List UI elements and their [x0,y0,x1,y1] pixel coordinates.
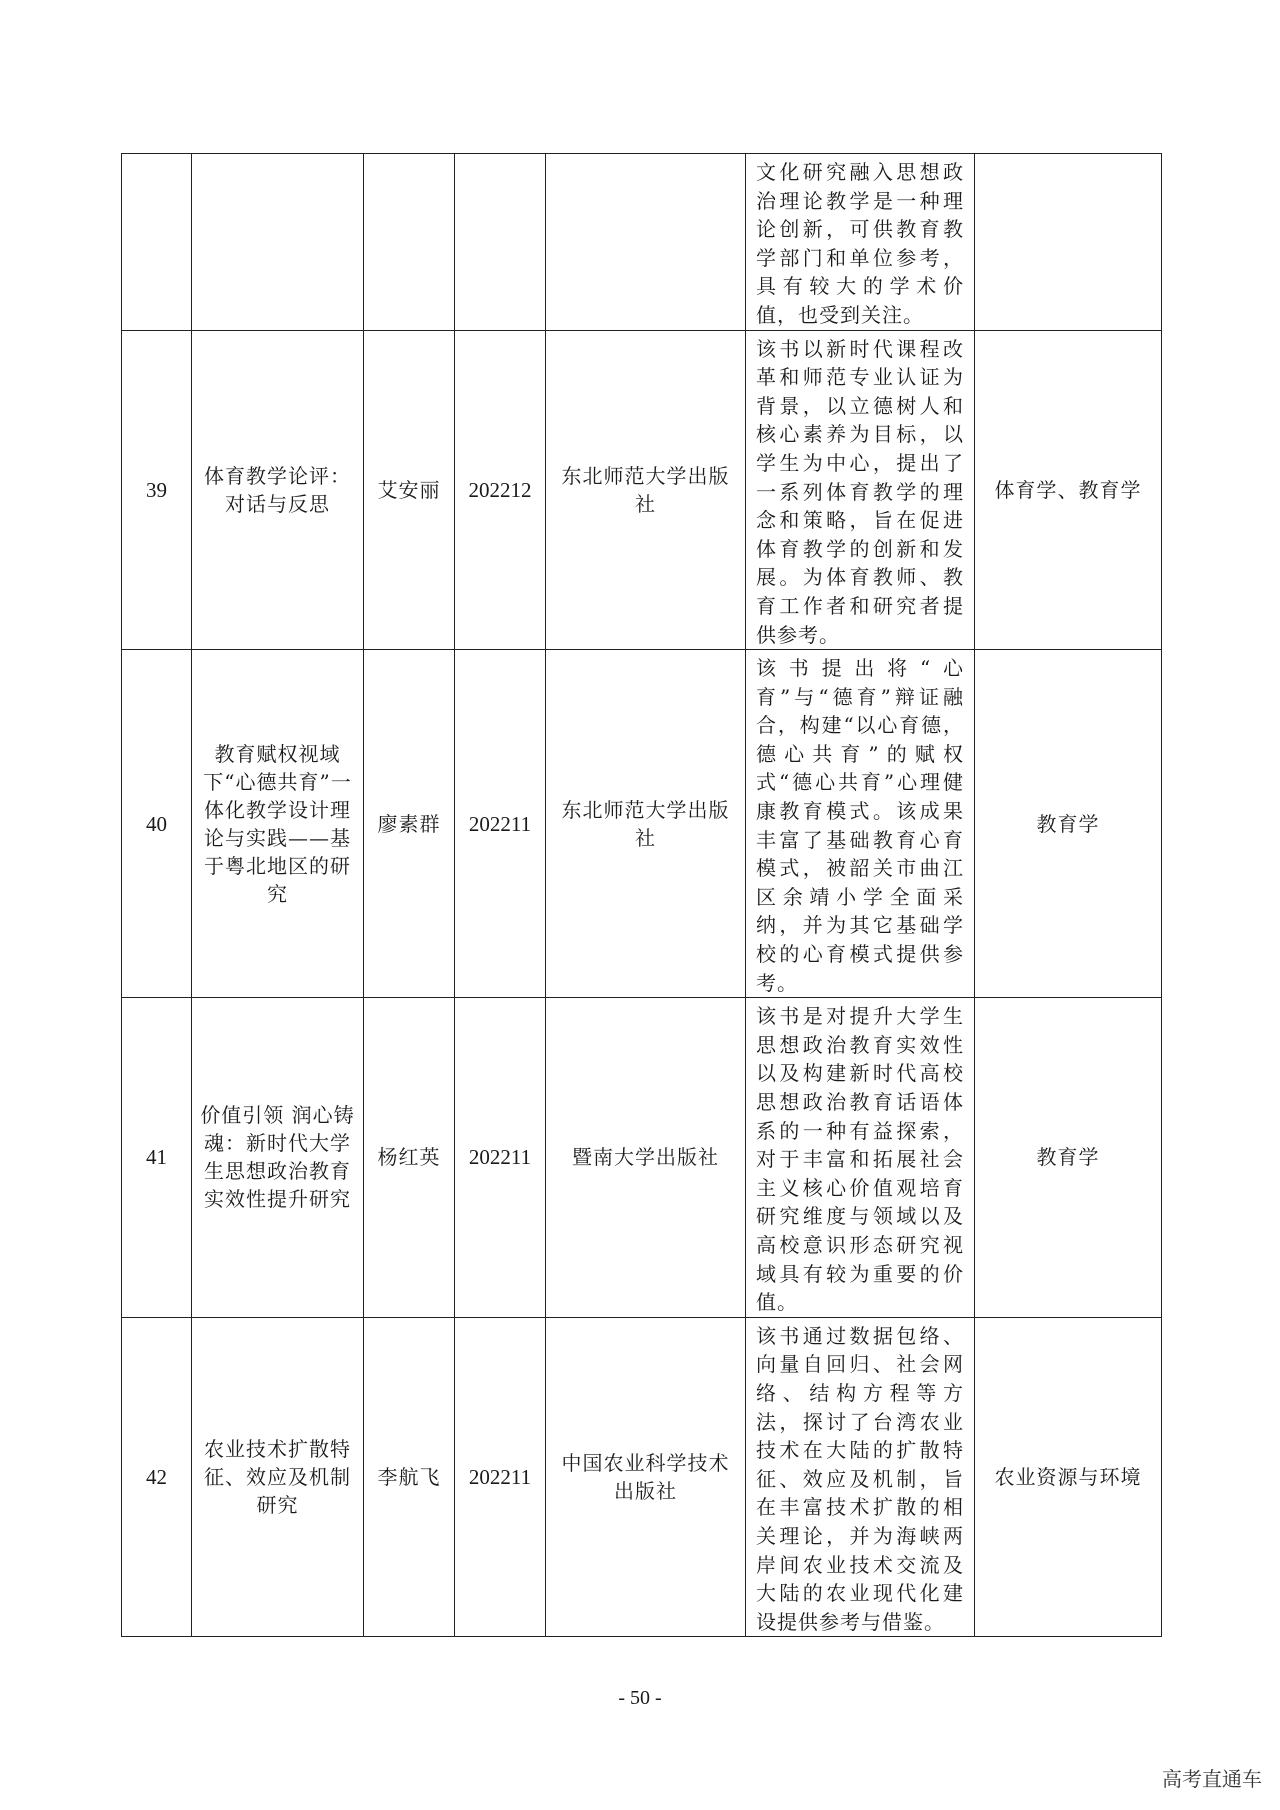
cell-no: 42 [122,1317,192,1637]
cell-description: 该书以新时代课程改革和师范专业认证为背景，以立德树人和核心素养为目标，以学生为中心，提出了一系列体育教学的理念和策略，旨在促进体育教学的创新和发展。为体育教师、教育工作者和研究者提供参考。 [746,330,975,650]
cell-author: 艾安丽 [364,330,455,650]
cell-publisher: 东北师范大学出版社 [546,650,746,998]
table-row [122,330,1162,650]
watermark: 高考直通车 [1162,1767,1262,1791]
cell-author: 李航飞 [364,1317,455,1637]
cell-date: 202212 [455,330,546,650]
cell-discipline: 农业资源与环境 [975,1317,1162,1637]
cell-description: 文化研究融入思想政治理论教学是一种理论创新，可供教育教学部门和单位参考，具有较大的学术价值，也受到关注。 [746,154,975,331]
cell-no: 39 [122,330,192,650]
cell-discipline [975,154,1162,331]
table-row [122,650,1162,998]
table-row [122,1317,1162,1637]
cell-author: 杨红英 [364,998,455,1318]
cell-date: 202211 [455,650,546,998]
cell-description: 该书通过数据包络、向量自回归、社会网络、结构方程等方法，探讨了台湾农业技术在大陆的扩散特征、效应及机制，旨在丰富技术扩散的相关理论，并为海峡两岸间农业技术交流及大陆的农业现代化建设提供参考与借鉴。 [746,1317,975,1637]
cell-author [364,154,455,331]
cell-title [192,154,364,331]
cell-publisher [546,154,746,331]
cell-title: 价值引领 润心铸魂：新时代大学生思想政治教育实效性提升研究 [192,998,364,1318]
page-number: - 50 - [618,1687,662,1709]
cell-description: 该书是对提升大学生思想政治教育实效性以及构建新时代高校思想政治教育话语体系的一种有益探索，对于丰富和拓展社会主义核心价值观培育研究维度与领域以及高校意识形态研究视域具有较为重要的价值。 [746,998,975,1318]
cell-discipline: 教育学 [975,998,1162,1318]
cell-date: 202211 [455,998,546,1318]
cell-no: 41 [122,998,192,1318]
cell-discipline: 体育学、教育学 [975,330,1162,650]
cell-title: 体育教学论评：对话与反思 [192,330,364,650]
cell-publisher: 东北师范大学出版社 [546,330,746,650]
cell-publisher: 中国农业科学技术出版社 [546,1317,746,1637]
cell-date [455,154,546,331]
cell-author: 廖素群 [364,650,455,998]
table-row [122,998,1162,1318]
cell-publisher: 暨南大学出版社 [546,998,746,1318]
cell-discipline: 教育学 [975,650,1162,998]
table-row [122,154,1162,331]
cell-no: 40 [122,650,192,998]
cell-date: 202211 [455,1317,546,1637]
cell-title: 农业技术扩散特征、效应及机制研究 [192,1317,364,1637]
cell-title: 教育赋权视域下“心德共育”一体化教学设计理论与实践——基于粤北地区的研究 [192,650,364,998]
cell-no [122,154,192,331]
book-table [121,153,1162,1637]
cell-description: 该书提出将“心育”与“德育”辩证融合，构建“以心育德，德心共育”的赋权式“德心共育”心理健康教育模式。该成果丰富了基础教育心育模式，被韶关市曲江区余靖小学全面采纳，并为其它基础学校的心育模式提供参考。 [746,650,975,998]
